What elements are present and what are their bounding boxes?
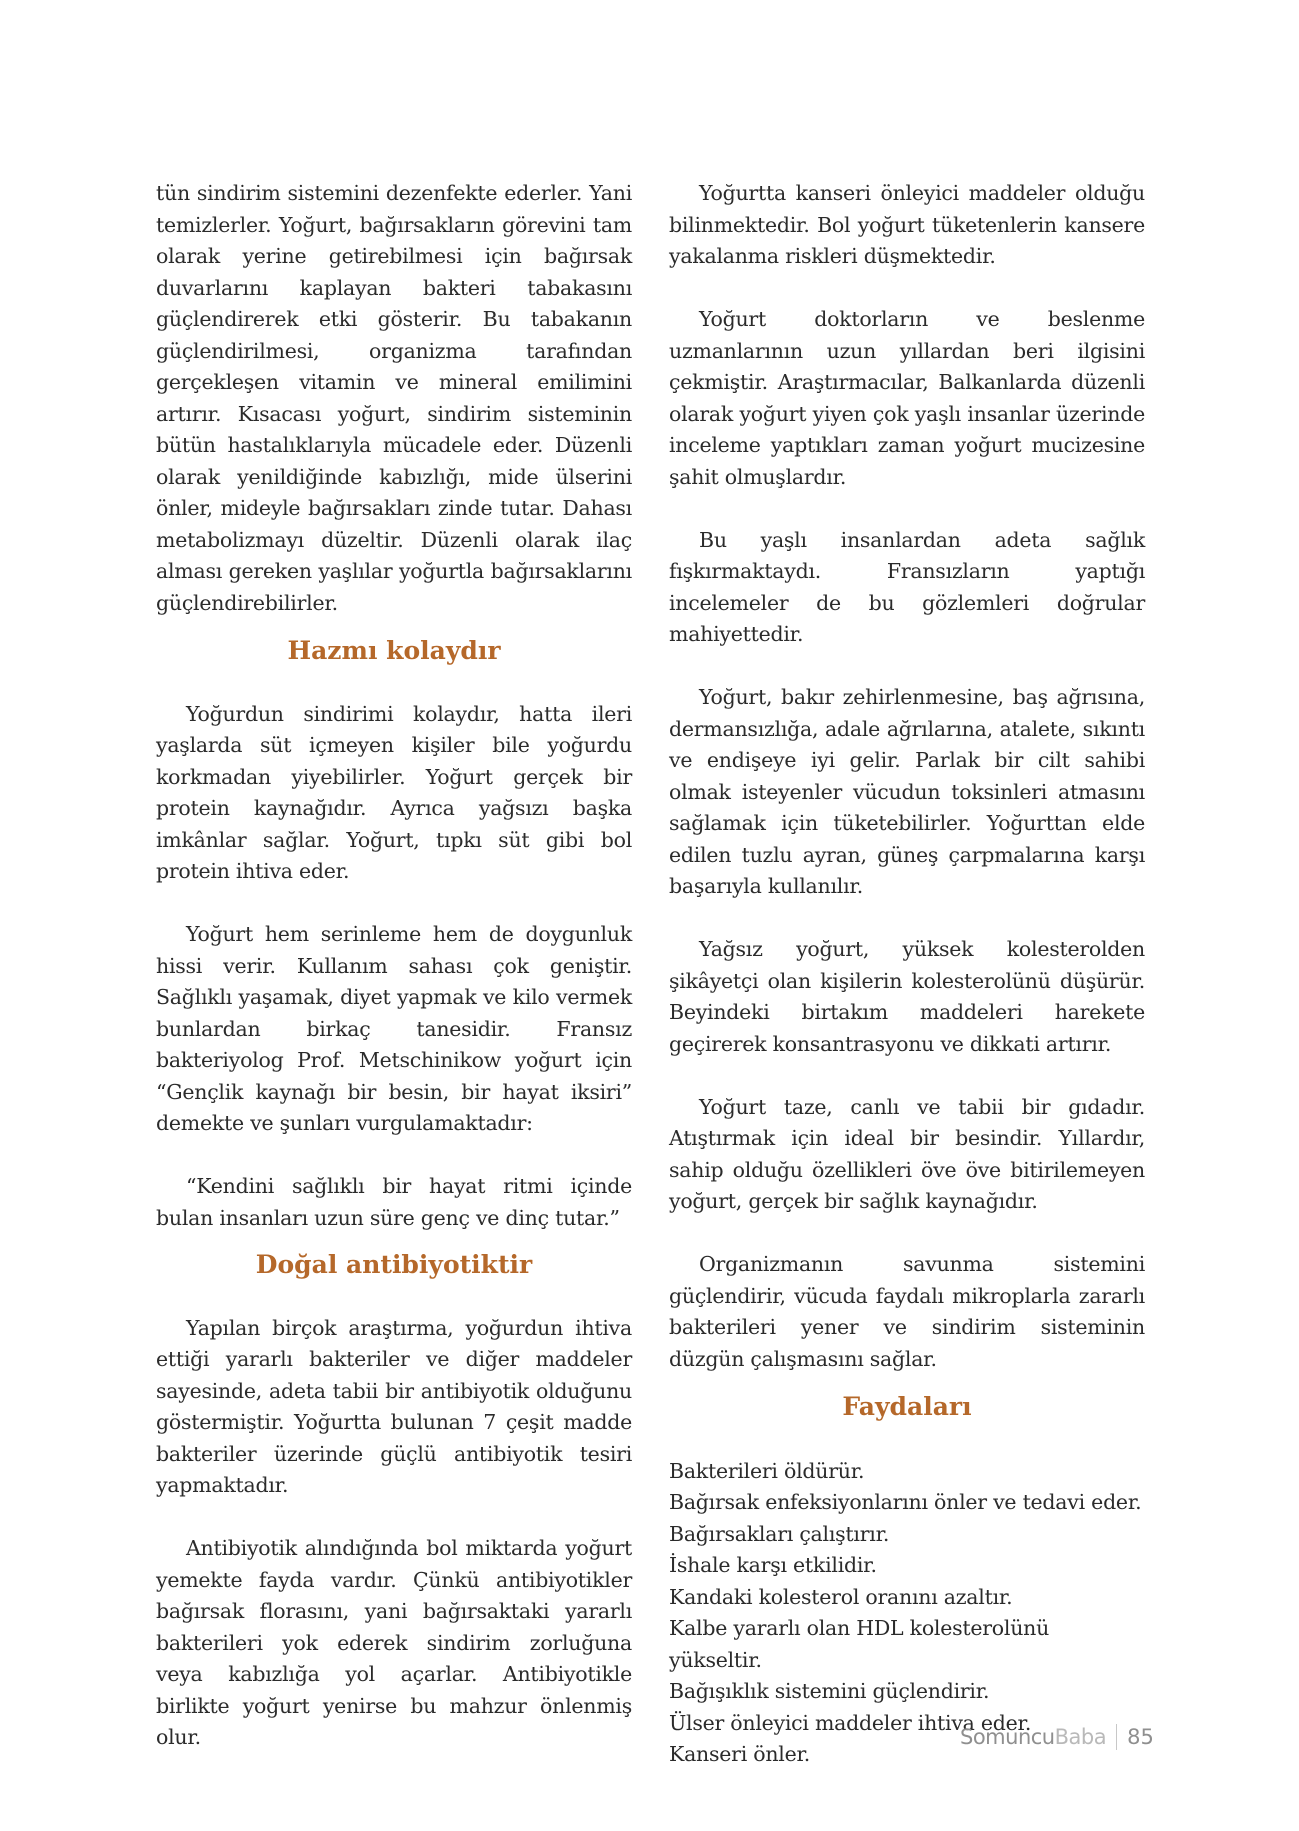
paragraph: Bu yaşlı insanlardan adeta sağlık fışkırmaktaydı. Fransızların yaptığı incelemeler de bu gözlemleri doğrular mahiyettedir. [669,527,1145,646]
list-item: Bağırsak enfeksiyonlarını önler ve tedavi eder. [669,1490,1142,1514]
quote-paragraph: “Kendini sağlıklı bir hayat ritmi içinde bulan insanları uzun süre genç ve dinç tutar.” [156,1174,632,1230]
left-column [156,178,632,1754]
section-heading-faydalari: Faydaları [842,1392,972,1421]
paragraph: Yoğurt, bakır zehirlenmesine, baş ağrısına, dermansızlığa, adale ağrılarına, atalete, sıkıntı ve endişeye iyi gelir. Parlak bir cilt sahibi olmak isteyenler vücudun toksinleri atmasını sağlamak için tüketebilirler. Yoğurttan elde edilen tuzlu ayran, güneş çarpmalarına karşı başarıyla kullanılır. [669,685,1145,898]
page-footer [960,1722,1154,1752]
page-number: 85 [1127,1725,1154,1749]
list-item: Ülser önleyici maddeler ihtiva eder. [669,1710,1032,1735]
magazine-logo [960,1725,1106,1749]
section-heading-hazmi-kolaydir: Hazmı kolaydır [287,636,501,665]
section-heading-dogal-antibiyotiktir: Doğal antibiyotiktir [255,1250,533,1279]
paragraph: Antibiyotik alındığında bol miktarda yoğurt yemekte fayda vardır. Çünkü antibiyotikler bağırsak florasını, yani bağırsaktaki yararlı bakterileri yok ederek sindirim zorluğuna veya kabızlığa yol açarlar. Antibiyotikle birlikte yoğurt yenirse bu mahzur önlenmiş olur. [156,1536,632,1749]
paragraph: Yapılan birçok araştırma, yoğurdun ihtiva ettiği yararlı bakteriler ve diğer maddeler sayesinde, adeta tabii bir antibiyotik olduğunu göstermiştir. Yoğurtta bulunan 7 çeşit madde bakteriler üzerinde güçlü antibiyotik tesiri yapmaktadır. [156,1315,632,1497]
list-item: İshale karşı etkilidir. [669,1553,877,1577]
paragraph: Yağsız yoğurt, yüksek kolesterolden şikâyetçi olan kişilerin kolesterolünü düşürür. Beyindeki birtakım maddeleri harekete geçirerek konsantrasyonu ve dikkati artırır. [669,937,1145,1056]
list-item: Bağırsakları çalıştırır. [669,1521,890,1546]
paragraph: Yoğurdun sindirimi kolaydır, hatta ileri yaşlarda süt içmeyen kişiler bile yoğurdu korkmadan yiyebilirler. Yoğurt gerçek bir protein kaynağıdır. Ayrıca yağsızı başka imkânlar sağlar. Yoğurt, tıpkı süt gibi bol protein ihtiva eder. [156,701,632,883]
paragraph: Yoğurtta kanseri önleyici maddeler olduğu bilinmektedir. Bol yoğurt tüketenlerin kansere yakalanma riskleri düşmektedir. [669,181,1145,268]
paragraph: Yoğurt doktorların ve beslenme uzmanlarının uzun yıllardan beri ilgisini çekmiştir. Araştırmacılar, Balkanlarda düzenli olarak yoğurt yiyen çok yaşlı insanlar üzerinde inceleme yaptıkları zaman yoğurt mucizesine şahit olmuşlardır. [669,307,1145,489]
logo-text-part1: Somuncu [960,1725,1055,1749]
list-item: Kalbe yararlı olan HDL kolesterolünü yükseltir. [669,1616,1050,1672]
paragraph: Yoğurt taze, canlı ve tabii bir gıdadır. Atıştırmak için ideal bir besindir. Yıllardır, sahip olduğu özellikleri öve öve bitirilemeyen yoğurt, gerçek bir sağlık kaynağıdır. [669,1094,1145,1213]
paragraph: tün sindirim sistemini dezenfekte ederler. Yani temizlerler. Yoğurt, bağırsakların görevini tam olarak yerine getirebilmesi için bağırsak duvarlarını kaplayan bakteri tabakasını güçlendirerek etki gösterir. Bu tabakanın güçlendirilmesi, organizma tarafından gerçekleşen vitamin ve mineral emilimini artırır. Kısacası yoğurt, sindirim sisteminin bütün hastalıklarıyla mücadele eder. Düzenli olarak yenildiğinde kabızlığı, mide ülserini önler, mideyle bağırsakları zinde tutar. Dahası metabolizmayı düzeltir. Düzenli olarak ilaç alması gereken yaşlılar yoğurtla bağırsaklarını güçlendirebilirler. [156,181,632,615]
paragraph: Organizmanın savunma sistemini güçlendirir, vücuda faydalı mikroplarla zararlı bakterileri yener ve sindirim sisteminin düzgün çalışmasını sağlar. [669,1252,1145,1371]
paragraph: Yoğurt hem serinleme hem de doygunluk hissi verir. Kullanım sahası çok geniştir. Sağlıklı yaşamak, diyet yapmak ve kilo vermek bunlardan birkaç tanesidir. Fransız bakteriyolog Prof. Metschinikow yoğurt için “Gençlik kaynağı bir besin, bir hayat iksiri” demekte ve şunları vurgulamaktadır: [156,922,632,1135]
footer-divider [1116,1724,1117,1750]
list-item: Bağışıklık sistemini güçlendirir. [669,1679,990,1703]
list-item: Bakterileri öldürür. [669,1458,865,1483]
list-item: Kanseri önler. [669,1742,811,1766]
list-item: Kandaki kolesterol oranını azaltır. [669,1584,1013,1609]
right-column [669,178,1145,1771]
logo-text-part2: Baba [1054,1725,1107,1749]
